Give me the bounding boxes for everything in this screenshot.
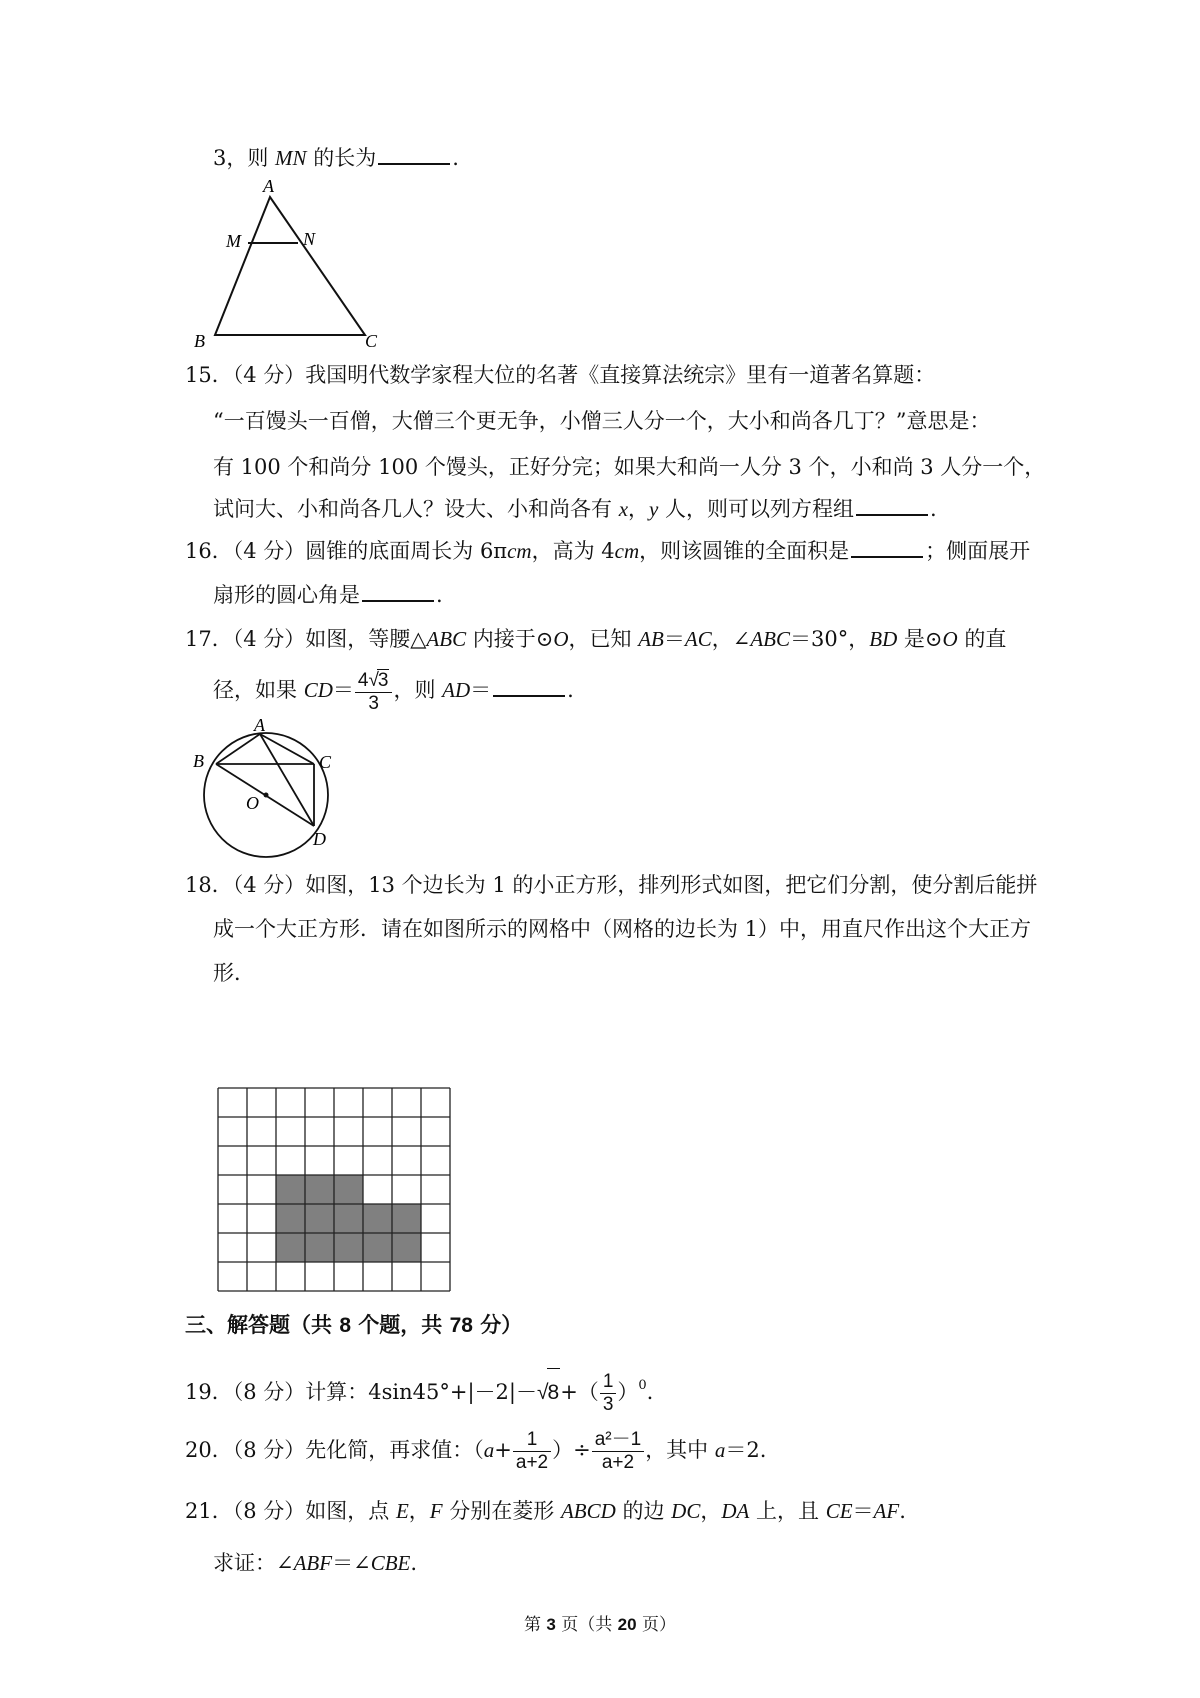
var-abc: ABC xyxy=(426,627,467,651)
q21-text: ＝∠ xyxy=(332,1551,371,1575)
q18-line3: 形． xyxy=(213,961,255,985)
fraction-numerator: 1 xyxy=(513,1429,551,1452)
q16-number: 16．（4 分） xyxy=(185,539,306,563)
equals: ＝ xyxy=(663,627,685,651)
q21-text: 分别在菱形 xyxy=(442,1499,561,1523)
var-cbe: CBE xyxy=(370,1551,411,1575)
radicand: 3 xyxy=(377,669,389,691)
var-o: O xyxy=(553,627,569,651)
shaded-square xyxy=(363,1204,392,1233)
q14-text-2: 的长为 xyxy=(306,146,377,170)
var-y: y xyxy=(649,497,659,521)
answer-blank xyxy=(362,582,434,602)
section3-title xyxy=(185,1310,522,1341)
q19-line xyxy=(185,1362,653,1417)
q20-text: ）÷ xyxy=(552,1438,591,1462)
unit-cm: cm xyxy=(507,539,532,563)
q17-text: 径，如果 xyxy=(213,678,304,702)
fraction-one-third xyxy=(600,1371,617,1416)
shaded-square xyxy=(305,1175,334,1204)
label-m: M xyxy=(226,231,241,251)
q19-text: ） xyxy=(617,1380,639,1404)
q17-text: ，则 xyxy=(393,678,443,702)
shaded-square xyxy=(334,1233,363,1262)
shaded-square xyxy=(334,1175,363,1204)
shaded-square xyxy=(305,1204,334,1233)
q14-text: 3，则 xyxy=(213,146,276,170)
q16-line1 xyxy=(185,536,1030,566)
label-c: C xyxy=(365,331,378,351)
var-x: x xyxy=(618,497,629,521)
fraction-denominator: a+2 xyxy=(515,1452,549,1473)
q15-line1 xyxy=(185,360,935,390)
q21-text: 上，且 xyxy=(749,1499,826,1523)
var-e: E xyxy=(395,1499,409,1523)
q18-text-1: 如图，13 个边长为 1 的小正方形，排列形式如图，把它们分割，使分割后能拼 xyxy=(305,873,1038,897)
equals: ＝ xyxy=(852,1499,874,1523)
comma: ， xyxy=(408,1499,430,1523)
q15-line4 xyxy=(213,494,937,524)
var-abc: ABC xyxy=(750,627,791,651)
q14-tail xyxy=(213,143,459,173)
var-cd: CD xyxy=(303,678,333,702)
q21-text: 求证：∠ xyxy=(213,1551,294,1575)
q17-text: 内接于⊙ xyxy=(466,627,554,651)
var-abcd: ABCD xyxy=(560,1499,616,1523)
q18-number: 18．（4 分） xyxy=(185,873,306,897)
label-n: N xyxy=(303,229,316,249)
q18-line2: 成一个大正方形．请在如图所示的网格中（网格的边长为 1）中，用直尺作出这个大正方 xyxy=(213,917,1032,941)
shaded-square xyxy=(392,1233,421,1262)
q16-text: 圆锥的底面周长为 6π xyxy=(305,539,508,563)
label-b: B xyxy=(193,751,204,771)
answer-blank xyxy=(493,677,565,697)
page-footer xyxy=(0,1610,1200,1635)
fraction-numerator: a²－1 xyxy=(592,1429,644,1452)
q20-line xyxy=(185,1426,766,1474)
q15-line3: 有 100 个和尚分 100 个馒头，正好分完；如果大和尚一人分 3 个，小和尚 3 人分一个， xyxy=(213,455,1046,479)
q21-end: . xyxy=(899,1499,906,1523)
q21-line2 xyxy=(213,1548,417,1578)
sqrt-sign: √ xyxy=(536,1381,549,1404)
q17-text: ，已知 xyxy=(568,627,639,651)
q20-text: 先化简，再求值：（ xyxy=(305,1438,484,1462)
coef: 4 xyxy=(357,669,369,691)
q21-line1 xyxy=(185,1496,906,1526)
plus: + xyxy=(494,1438,512,1462)
fraction-denominator: 3 xyxy=(602,1394,614,1415)
q18-line1 xyxy=(185,870,1037,900)
q17-text: ，∠ xyxy=(711,627,751,651)
var-o: O xyxy=(942,627,958,651)
page-number: 3 xyxy=(546,1615,556,1634)
label-a: A xyxy=(254,718,265,735)
var-ac: AC xyxy=(684,627,712,651)
comma: ， xyxy=(628,497,650,521)
q17-line2 xyxy=(213,666,574,715)
q19-end: . xyxy=(646,1380,654,1404)
q17-text: 的直 xyxy=(957,627,1007,651)
q21-text: 如图，点 xyxy=(305,1499,396,1523)
q20-number: 20．（8 分） xyxy=(185,1438,306,1462)
equals: ＝ xyxy=(332,678,354,702)
q17-text: 是⊙ xyxy=(897,627,943,651)
var-dc: DC xyxy=(671,1499,701,1523)
shaded-square xyxy=(276,1204,305,1233)
section-count: 8 xyxy=(339,1314,351,1337)
var-ad: AD xyxy=(442,678,471,702)
fraction-denominator: 3 xyxy=(368,692,379,714)
shaded-square xyxy=(334,1204,363,1233)
circle-figure xyxy=(190,718,360,868)
fraction-numerator: 4√3 xyxy=(355,669,393,693)
section-title: 分） xyxy=(472,1312,523,1337)
footer-text: 第 xyxy=(523,1615,547,1635)
comma: ， xyxy=(700,1499,722,1523)
answer-blank xyxy=(851,538,923,558)
var-af: AF xyxy=(873,1499,900,1523)
q15-text-1: 我国明代数学家程大位的名著《直接算法统宗》里有一道著名算题： xyxy=(305,363,936,387)
triangle-abc xyxy=(215,197,365,335)
q17-number: 17．（4 分） xyxy=(185,627,306,651)
q20-text: ，其中 xyxy=(645,1438,715,1462)
q17-text: ＝30°， xyxy=(790,627,870,651)
fraction-4root3-over-3 xyxy=(355,669,393,715)
footer-text: 页（共 xyxy=(555,1615,618,1635)
q16-end: . xyxy=(436,583,443,607)
fraction-1-over-a-plus-2 xyxy=(513,1429,551,1474)
answer-blank xyxy=(378,145,450,165)
var-da: DA xyxy=(721,1499,750,1523)
q14-end: . xyxy=(452,146,459,170)
center-point xyxy=(264,793,269,798)
page-total: 20 xyxy=(617,1615,637,1634)
q15-end: . xyxy=(930,497,937,521)
shaded-square xyxy=(305,1233,334,1262)
q15-line2: “一百馒头一百僧，大僧三个更无争，小僧三人分一个，大小和尚各几丁？”意思是： xyxy=(213,409,991,433)
q16-text: ，高为 4 xyxy=(531,539,615,563)
q21-text: 的边 xyxy=(615,1499,672,1523)
radicand: 8 xyxy=(547,1368,561,1417)
label-b: B xyxy=(194,331,205,351)
var-bd: BD xyxy=(869,627,898,651)
q15-number: 15．（4 分） xyxy=(185,363,306,387)
segment-ab xyxy=(216,734,260,764)
q19-text: +（ xyxy=(560,1380,599,1404)
q20-text: ＝2. xyxy=(725,1438,767,1462)
var-a: a xyxy=(483,1438,495,1462)
q17-line1 xyxy=(185,624,1006,654)
q19-text: 计算：4sin45°+|－2|－ xyxy=(305,1380,537,1404)
q14-var-mn: MN xyxy=(275,146,307,170)
shaded-square xyxy=(363,1233,392,1262)
shaded-squares xyxy=(276,1175,421,1262)
q16-text: ，则该圆锥的全面积是 xyxy=(639,539,850,563)
grid-figure xyxy=(216,1086,452,1298)
q21-number: 21．（8 分） xyxy=(185,1499,306,1523)
q17-text: 如图，等腰△ xyxy=(305,627,427,651)
var-ce: CE xyxy=(825,1499,853,1523)
equals: ＝ xyxy=(470,678,492,702)
q16-text-2: 扇形的圆心角是 xyxy=(213,583,360,607)
var-abf: ABF xyxy=(293,1551,333,1575)
shaded-square xyxy=(276,1175,305,1204)
label-d: D xyxy=(313,829,326,849)
q15-text-4a: 试问大、小和尚各几人？设大、小和尚各有 xyxy=(213,497,619,521)
q15-text-4b: 人，则可以列方程组 xyxy=(658,497,855,521)
q19-number: 19．（8 分） xyxy=(185,1380,306,1404)
q17-end: . xyxy=(567,678,574,702)
var-a: a xyxy=(714,1438,726,1462)
section-title: 个题，共 xyxy=(351,1312,450,1337)
answer-blank xyxy=(856,496,928,516)
triangle-figure xyxy=(190,175,400,355)
var-f: F xyxy=(429,1499,443,1523)
unit-cm: cm xyxy=(614,539,640,563)
fraction-denominator: a+2 xyxy=(601,1452,635,1473)
section-points: 78 xyxy=(449,1314,473,1337)
fraction-a2-1-over-a-plus-2 xyxy=(592,1429,644,1474)
q16-line2 xyxy=(213,580,443,610)
label-c: C xyxy=(319,752,332,772)
var-ab: AB xyxy=(638,627,664,651)
fraction-numerator: 1 xyxy=(600,1371,617,1394)
shaded-square xyxy=(276,1233,305,1262)
section-title: 三、解答题（共 xyxy=(185,1312,340,1337)
exponent: 0 xyxy=(638,1378,647,1393)
q16-text: ；侧面展开 xyxy=(925,539,1031,563)
label-a: A xyxy=(263,176,274,196)
footer-text: 页） xyxy=(636,1615,676,1635)
label-o: O xyxy=(246,793,259,813)
q21-end: . xyxy=(410,1551,418,1575)
shaded-square xyxy=(392,1204,421,1233)
